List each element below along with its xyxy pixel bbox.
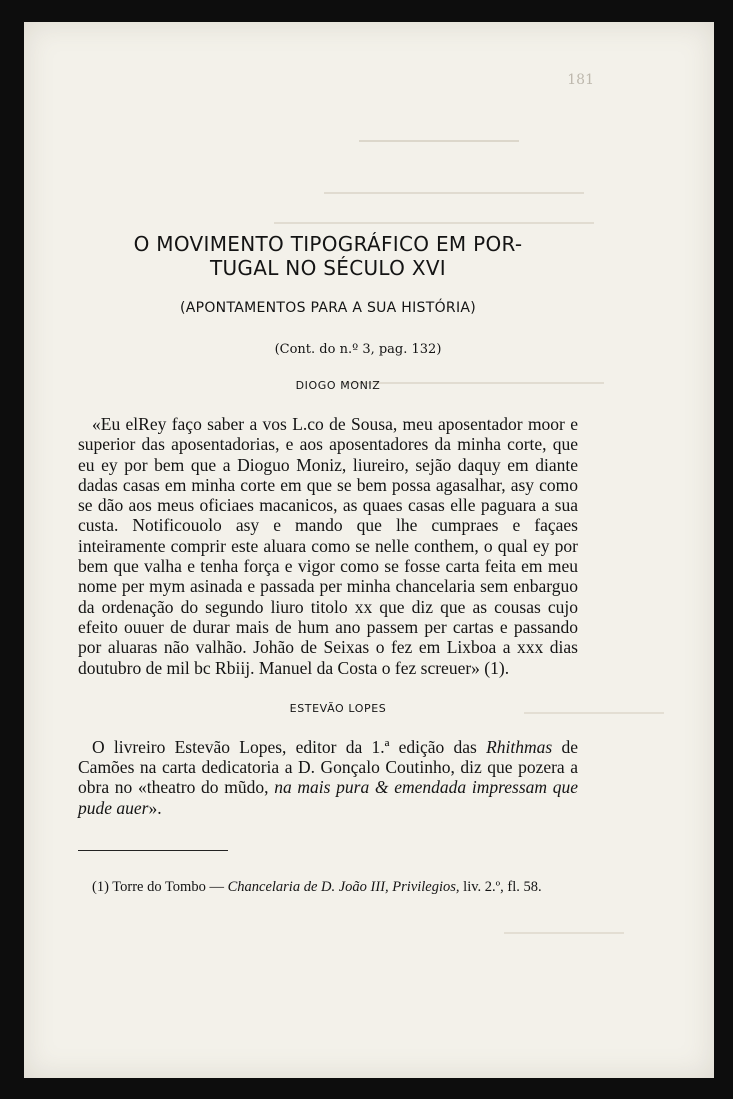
article-title: [78, 232, 578, 280]
italic-quote: na mais pura & emendada impressam que pude auer: [78, 777, 579, 818]
title-line-1: O MOVIMENTO TIPOGRÁFICO EM POR-: [133, 232, 523, 256]
page-number: 181: [567, 72, 594, 88]
title-line-2: TUGAL NO SÉCULO XVI: [209, 256, 447, 280]
paragraph: «Eu elRey faço saber a vos L.co de Sousa, meu aposentador moor e superior das aposentadorias, e aos aposentadores da minha corte, que eu ey por bem que a Dioguo Moniz, liureiro, sejão daquy em diante dadas casas em minha corte em que se bem possa agasalhar, asy como se dão aos meus oficiaes macanicos, as quaes casas elle paguara a sua custa. Notificouolo asy e mando que lhe cumpraes e façaes inteiramente comprir este aluara como se nelle conthem, o qual ey por bem que valha e tenha força e vigor como se fosse carta feita em meu nome per mym asinada e passada per minha chancelaria sem enbarguo da ordenação do segundo liuro titolo xx que diz que as cousas cujo efeito ouuer de durar mais de hum ano passem per cartas e passando por aluaras não valhão. Johão de Seixas o fez em Lixboa a xxx dias doutubro de mil bc Rbiij. Manuel da Costa o fez screuer» (1).: [78, 414, 578, 678]
article: [78, 232, 578, 896]
footnote-marker: (1): [92, 879, 109, 896]
footnote-italic: Chancelaria de D. João III, Privilegios,: [227, 879, 460, 896]
section-heading-diogo-moniz: DIOGO MONIZ: [295, 379, 381, 392]
section-body-diogo-moniz: [78, 414, 578, 678]
paragraph: O livreiro Estevão Lopes, editor da 1.ª edição das Rhithmas de Camões na carta dedicatoria a D. Gonçalo Coutinho, diz que pozera a obra no «theatro do mũdo, na mais pura & emendada impressam que pude auer».: [78, 736, 579, 818]
section-heading-estevao-lopes: ESTEVÃO LOPES: [289, 701, 387, 715]
footnote: (1) Torre do Tombo — Chancelaria de D. João III, Privilegios, liv. 2.º, fl. 58.: [92, 879, 542, 896]
section-body-estevao-lopes: [78, 737, 578, 818]
document-page: [24, 22, 714, 1078]
article-subtitle: (APONTAMENTOS PARA A SUA HISTÓRIA): [179, 300, 477, 316]
continuation-note: (Cont. do n.º 3, pag. 132): [274, 342, 442, 357]
footnote-divider: [78, 850, 228, 851]
italic-title: Rhithmas: [486, 736, 553, 757]
